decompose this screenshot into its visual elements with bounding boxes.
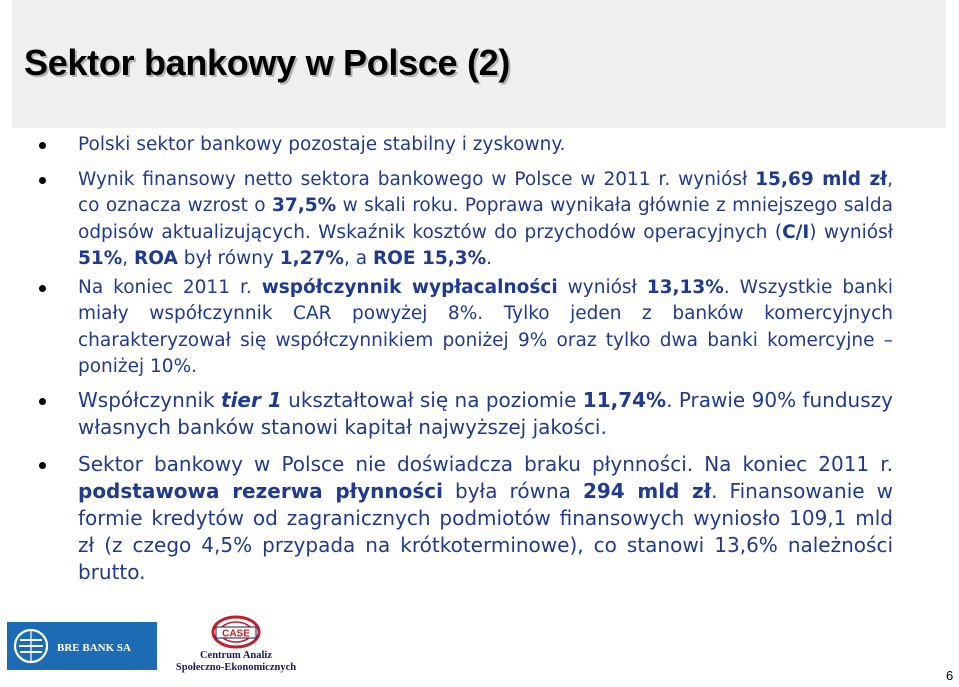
bullet-text-2: Wynik finansowy netto sektora bankowego w Polsce w 2011 r. wyniósł 15,69 mld zł, co oznacza wzrost o 37,5% w skali roku. Poprawa wynikała głównie z mniejszego salda odpisów aktualizujących. Wskaźnik kosztów do przychodów operacyjnych (C/I) wyniósł 51%, ROA był równy 1,27%, a ROE 15,3%.: [78, 168, 893, 269]
slide-content: [0, 130, 959, 586]
bullet-text-5: Sektor bankowy w Polsce nie doświadcza braku płynności. Na koniec 2011 r. podstawowa rezerwa płynności była równa 294 mld zł. Finansowanie w formie kredytów od zagranicznych podmiotów finansowych wyniosło 109,1 mld zł (z czego 4,5% przypada na krótkoterminowe), co stanowi 13,6% należności brutto.: [78, 451, 893, 584]
case-logo-caption: [172, 650, 300, 674]
bullet-dot: [39, 285, 46, 292]
slide-title: Sektor bankowy w Polsce (2): [24, 42, 511, 83]
bullet-text-4: Współczynnik tier 1 ukształtował się na poziomie 11,74%. Prawie 90% funduszy własnych banków stanowi kapitał najwyższej jakości.: [78, 387, 893, 439]
bullet-dot: [39, 398, 46, 405]
case-logo: [172, 615, 300, 649]
bullet-item-4: [0, 387, 893, 441]
bullet-text-3: Na koniec 2011 r. współczynnik wypłacalności wyniósł 13,13%. Wszystkie banki miały współczynnik CAR powyżej 8%. Tylko jeden z banków komercyjnych charakteryzował się współczynnikiem poniżej 9% oraz tylko dwa banki komercyjne – poniżej 10%.: [78, 276, 894, 377]
bre-bank-logo-icon: [15, 630, 47, 662]
bullet-dot: [39, 142, 46, 149]
bullet-list: [0, 132, 959, 586]
case-caption-line2: Społeczno-Ekonomicznych: [175, 662, 297, 673]
bullet-dot: [39, 462, 46, 469]
page-number: 6: [946, 668, 954, 683]
bullet-dot: [39, 177, 46, 184]
bullet-item-1: [0, 132, 893, 159]
bre-logo-text: BRE BANK SA: [57, 642, 131, 654]
bullet-item-3: [0, 275, 893, 381]
case-caption-line1: Centrum Analiz: [199, 650, 273, 661]
bullet-item-2: [0, 167, 893, 273]
bullet-item-5: [0, 451, 893, 586]
case-logo-text: CASE: [222, 628, 250, 640]
bullet-text-1: Polski sektor bankowy pozostaje stabilny i zyskowny.: [78, 134, 566, 155]
bre-bank-logo: [7, 622, 157, 670]
